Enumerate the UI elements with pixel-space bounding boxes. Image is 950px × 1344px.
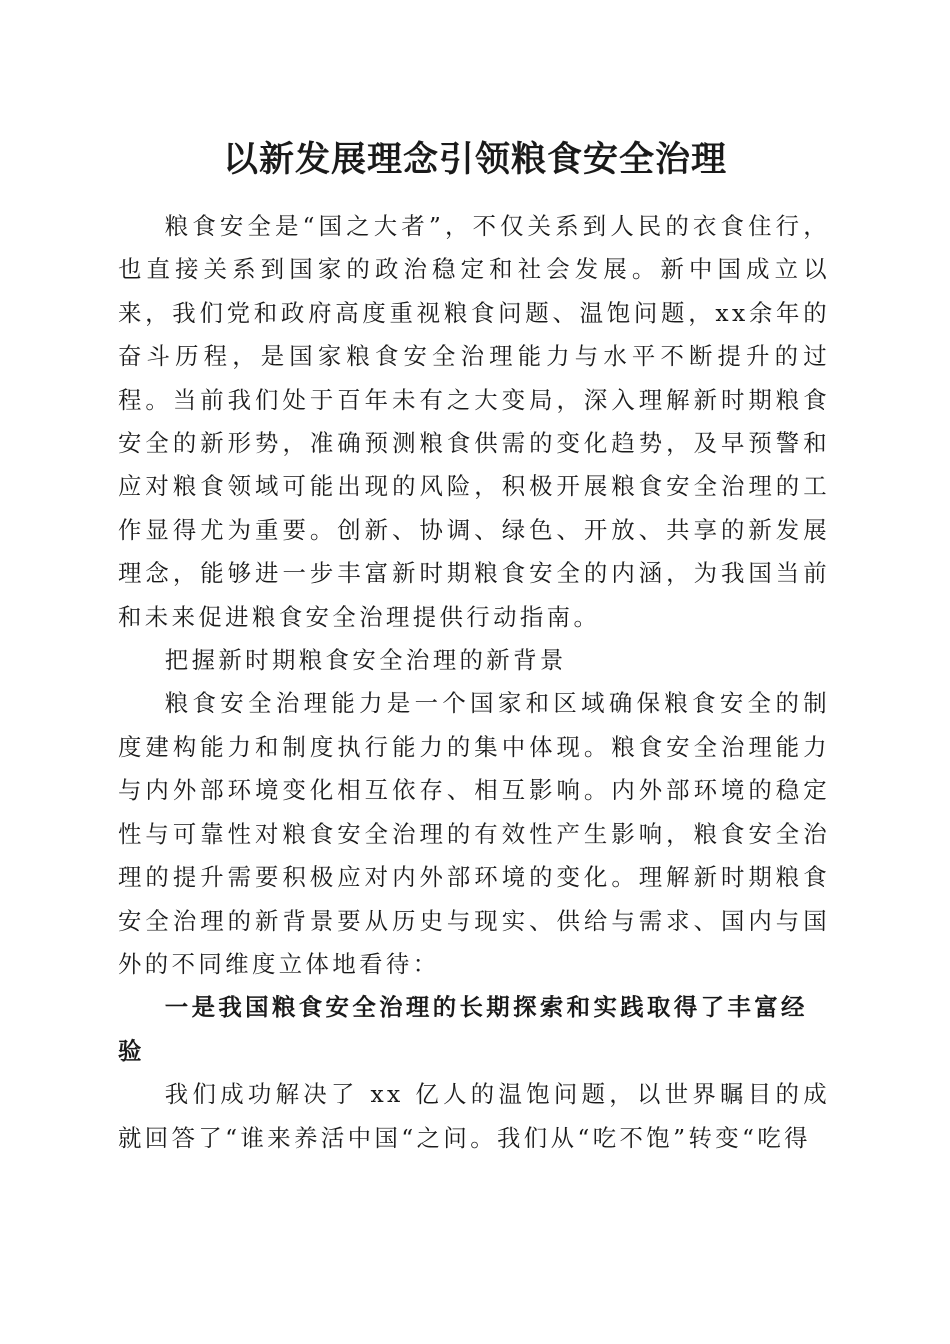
subsection-heading: 一是我国粮食安全治理的长期探索和实践取得了丰富经验 (118, 993, 808, 1065)
experience-paragraph: 我们成功解决了 xx 亿人的温饱问题，以世界瞩目的成就回答了“谁来养活中国“之问。我们从“吃不饱”转变“吃得 (118, 1080, 830, 1152)
background-paragraph: 粮食安全治理能力是一个国家和区域确保粮食安全的制度建构能力和制度执行能力的集中体现。粮食安全治理能力与内外部环境变化相互依存、相互影响。内外部环境的稳定性与可靠性对粮食安全治理的有效性产生影响，粮食安全治理的提升需要积极应对内外部环境的变化。理解新时期粮食安全治理的新背景要从历史与现实、供给与需求、国内与国外的不同维度立体地看待： (118, 689, 830, 978)
section-heading: 把握新时期粮食安全治理的新背景 (164, 646, 567, 675)
document-title: 以新发展理念引领粮食安全治理 (222, 139, 727, 180)
document-body (118, 205, 830, 1160)
intro-paragraph: 粮食安全是“国之大者”，不仅关系到人民的衣食住行，也直接关系到国家的政治稳定和社会发展。新中国成立以来，我们党和政府高度重视粮食问题、温饱问题，xx余年的奋斗历程，是国家粮食安全治理能力与水平不断提升的过程。当前我们处于百年未有之大变局，深入理解新时期粮食安全的新形势，准确预测粮食供需的变化趋势，及早预警和应对粮食领域可能出现的风险，积极开展粮食安全治理的工作显得尤为重要。创新、协调、绿色、开放、共享的新发展理念，能够进一步丰富新时期粮食安全的内涵，为我国当前和未来促进粮食安全治理提供行动指南。 (118, 212, 830, 631)
